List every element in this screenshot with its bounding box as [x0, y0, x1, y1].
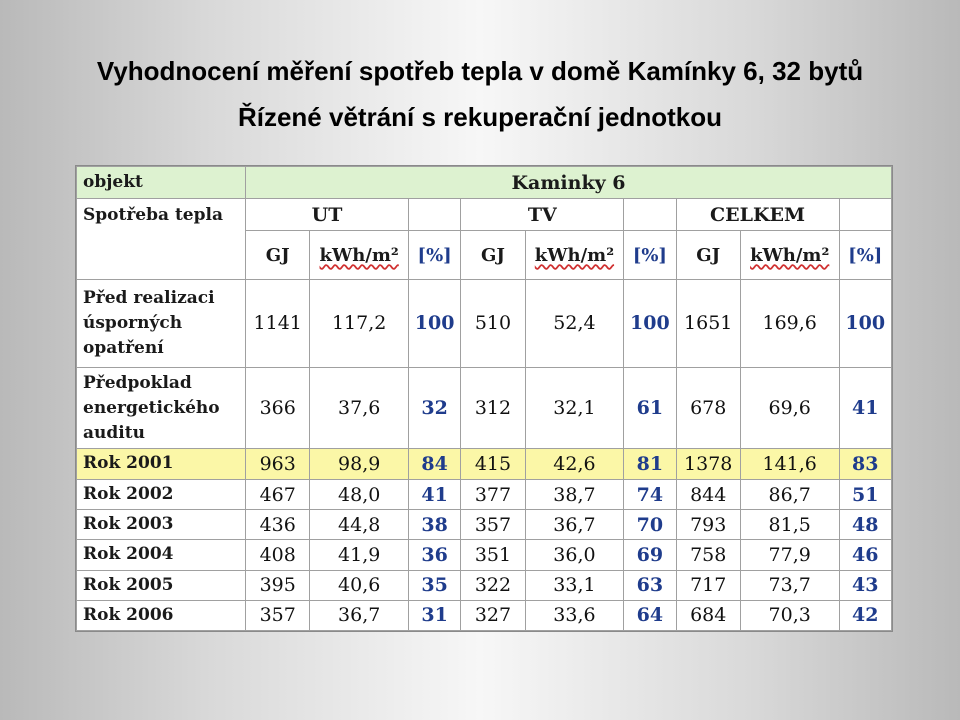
- slide-subtitle: Řízené větrání s rekuperační jednotkou: [237, 102, 723, 132]
- object-label: objekt: [77, 167, 246, 199]
- table-cell: 48: [839, 510, 892, 540]
- table-cell: 61: [624, 368, 676, 449]
- row-label: Předpoklad energetického auditu: [77, 368, 246, 449]
- row-label: Rok 2005: [77, 570, 246, 600]
- table-cell: 69,6: [740, 368, 839, 449]
- table-row: [77, 570, 892, 600]
- table-cell: 74: [624, 479, 676, 509]
- table-cell: 70,3: [740, 600, 839, 630]
- table-cell: 377: [461, 479, 525, 509]
- table-cell: 73,7: [740, 570, 839, 600]
- table-cell: 415: [461, 448, 525, 479]
- table-cell: 44,8: [310, 510, 409, 540]
- table-cell: 327: [461, 600, 525, 630]
- table-cell: 395: [246, 570, 310, 600]
- table-cell: 1651: [676, 279, 740, 368]
- unit-header: kWh/m²: [525, 231, 624, 279]
- unit-header: kWh/m²: [310, 231, 409, 279]
- table-cell: 48,0: [310, 479, 409, 509]
- group-header-ut-blank: [408, 199, 460, 231]
- table-cell: 33,6: [525, 600, 624, 630]
- table-cell: 100: [839, 279, 892, 368]
- table-cell: 684: [676, 600, 740, 630]
- table-cell: 117,2: [310, 279, 409, 368]
- table-cell: 33,1: [525, 570, 624, 600]
- table-cell: 32: [408, 368, 460, 449]
- consumption-table: [76, 166, 892, 631]
- group-header-tv-blank: [624, 199, 676, 231]
- group-header-celkem-blank: [839, 199, 892, 231]
- table-cell: 38,7: [525, 479, 624, 509]
- consumption-table-image: [75, 165, 893, 632]
- table-cell: 83: [839, 448, 892, 479]
- group-header-celkem: CELKEM: [676, 199, 839, 231]
- table-cell: 41: [839, 368, 892, 449]
- table-cell: 86,7: [740, 479, 839, 509]
- unit-header: [%]: [624, 231, 676, 279]
- table-cell: 36,7: [525, 510, 624, 540]
- table-cell: 793: [676, 510, 740, 540]
- table-cell: 81: [624, 448, 676, 479]
- table-cell: 844: [676, 479, 740, 509]
- table-row: [77, 510, 892, 540]
- table-cell: 69: [624, 540, 676, 570]
- table-cell: 77,9: [740, 540, 839, 570]
- table-cell: 41: [408, 479, 460, 509]
- table-cell: 70: [624, 510, 676, 540]
- table-cell: 758: [676, 540, 740, 570]
- table-cell: 63: [624, 570, 676, 600]
- table-cell: 436: [246, 510, 310, 540]
- table-row: [77, 479, 892, 509]
- table-cell: 717: [676, 570, 740, 600]
- table-cell: 64: [624, 600, 676, 630]
- table-cell: 42,6: [525, 448, 624, 479]
- slide-title: Vyhodnocení měření spotřeb tepla v domě Kamínky 6, 32 bytů: [96, 56, 864, 86]
- table-cell: 81,5: [740, 510, 839, 540]
- table-cell: 35: [408, 570, 460, 600]
- table-cell: 408: [246, 540, 310, 570]
- table-row: [77, 448, 892, 479]
- table-cell: 141,6: [740, 448, 839, 479]
- table-cell: 312: [461, 368, 525, 449]
- table-cell: 351: [461, 540, 525, 570]
- header-row-object: [77, 167, 892, 199]
- unit-header: GJ: [676, 231, 740, 279]
- row-label: Rok 2006: [77, 600, 246, 630]
- object-name: Kaminky 6: [246, 167, 892, 199]
- table-cell: 43: [839, 570, 892, 600]
- table-cell: 32,1: [525, 368, 624, 449]
- unit-header: GJ: [461, 231, 525, 279]
- table-cell: 322: [461, 570, 525, 600]
- row-label: Rok 2004: [77, 540, 246, 570]
- header-row-groups: [77, 199, 892, 231]
- table-cell: 40,6: [310, 570, 409, 600]
- table-cell: 84: [408, 448, 460, 479]
- table-cell: 510: [461, 279, 525, 368]
- table-cell: 31: [408, 600, 460, 630]
- table-cell: 100: [624, 279, 676, 368]
- row-label: Rok 2001: [77, 448, 246, 479]
- table-cell: 36: [408, 540, 460, 570]
- table-cell: 1378: [676, 448, 740, 479]
- table-cell: 963: [246, 448, 310, 479]
- table-cell: 41,9: [310, 540, 409, 570]
- table-cell: 51: [839, 479, 892, 509]
- table-row: [77, 279, 892, 368]
- group-header-tv: TV: [461, 199, 624, 231]
- table-cell: 46: [839, 540, 892, 570]
- table-cell: 36,7: [310, 600, 409, 630]
- table-cell: 678: [676, 368, 740, 449]
- row-label: Před realizaci úsporných opatření: [77, 279, 246, 368]
- table-cell: 36,0: [525, 540, 624, 570]
- table-row: [77, 600, 892, 630]
- table-cell: 42: [839, 600, 892, 630]
- table-cell: 357: [461, 510, 525, 540]
- unit-header: [%]: [839, 231, 892, 279]
- table-cell: 169,6: [740, 279, 839, 368]
- group-header-ut: UT: [246, 199, 409, 231]
- table-cell: 1141: [246, 279, 310, 368]
- unit-header: GJ: [246, 231, 310, 279]
- table-cell: 366: [246, 368, 310, 449]
- consumption-label: Spotřeba tepla: [77, 199, 246, 280]
- table-row: [77, 540, 892, 570]
- table-cell: 37,6: [310, 368, 409, 449]
- table-cell: 467: [246, 479, 310, 509]
- unit-header: [%]: [408, 231, 460, 279]
- unit-header: kWh/m²: [740, 231, 839, 279]
- table-cell: 357: [246, 600, 310, 630]
- table-cell: 98,9: [310, 448, 409, 479]
- table-cell: 38: [408, 510, 460, 540]
- row-label: Rok 2003: [77, 510, 246, 540]
- table-cell: 52,4: [525, 279, 624, 368]
- table-row: [77, 368, 892, 449]
- table-cell: 100: [408, 279, 460, 368]
- row-label: Rok 2002: [77, 479, 246, 509]
